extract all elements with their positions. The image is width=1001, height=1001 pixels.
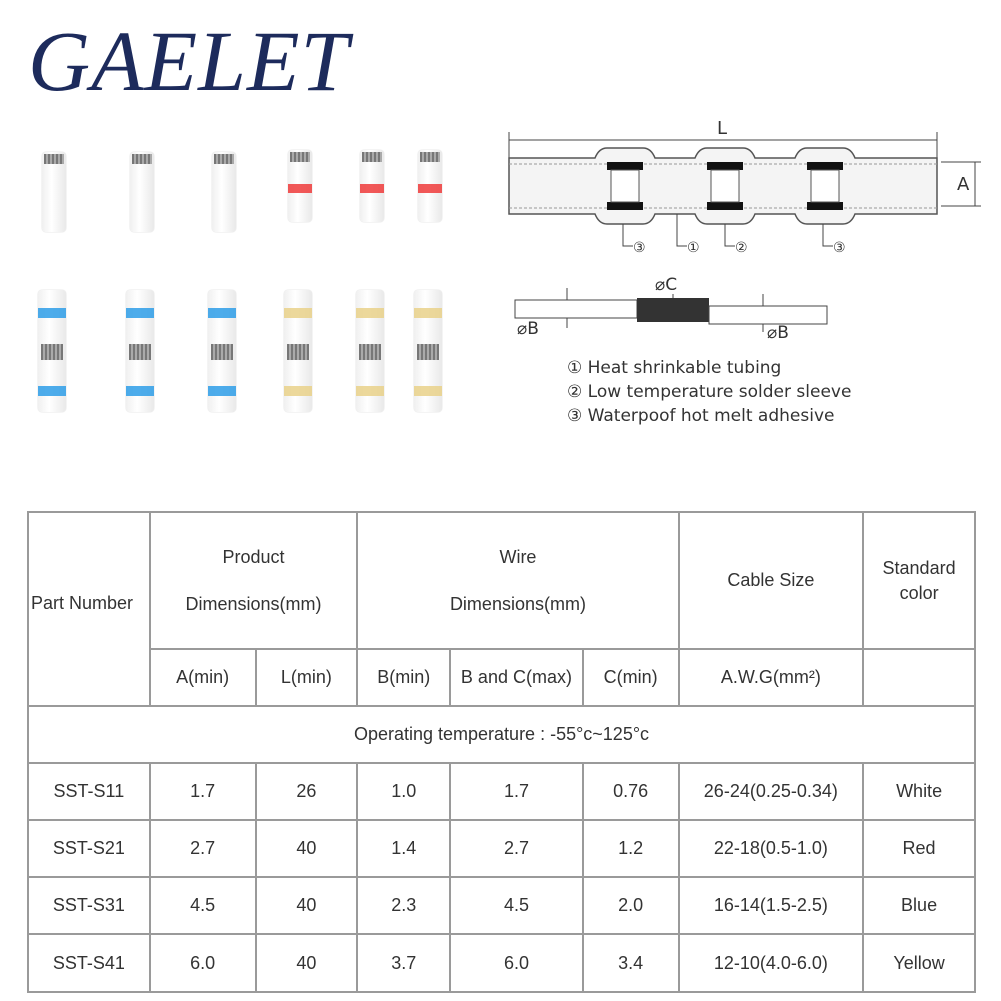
header-part-number-text: Part Number	[31, 592, 134, 613]
legend-item: ③ Waterpoof hot melt adhesive	[567, 406, 835, 426]
label-b-left: ⌀B	[517, 319, 539, 339]
cell-b-min: 3.7	[357, 934, 450, 992]
subheader-a-min: A(min)	[150, 649, 256, 706]
cell-bc-max: 4.5	[450, 877, 583, 934]
solder-sleeve-small	[42, 152, 66, 232]
solder-sleeve-large	[38, 290, 66, 412]
subheader-l-min: L(min)	[256, 649, 358, 706]
cell-awg: 26-24(0.25-0.34)	[679, 763, 864, 820]
cell-l-min: 40	[256, 877, 358, 934]
cell-l-min: 40	[256, 934, 358, 992]
solder-sleeve-small	[130, 152, 154, 232]
table-subheader-row	[28, 649, 975, 706]
subheader-b-min: B(min)	[357, 649, 450, 706]
table-temperature-row	[28, 706, 975, 763]
solder-sleeve-small	[360, 150, 384, 222]
solder-sleeve-large	[126, 290, 154, 412]
cell-awg: 12-10(4.0-6.0)	[679, 934, 864, 992]
cell-part-number: SST-S31	[28, 877, 150, 934]
label-l: L	[717, 118, 728, 139]
subheader-c-min: C(min)	[583, 649, 679, 706]
solder-sleeve-small	[212, 152, 236, 232]
header-cable-size-text: Cable Size	[727, 570, 815, 590]
solder-sleeve-small	[288, 150, 312, 222]
cell-a-min: 2.7	[150, 820, 256, 877]
table-row	[28, 820, 975, 877]
cell-standard-color: White	[863, 763, 975, 820]
cell-bc-max: 1.7	[450, 763, 583, 820]
label-c: ⌀C	[655, 275, 678, 295]
callout-3-right: ③	[833, 240, 846, 256]
adhesive-ring-left	[607, 162, 643, 210]
table-row	[28, 934, 975, 992]
label-b-right: ⌀B	[767, 323, 789, 343]
solder-sleeve-large	[356, 290, 384, 412]
cell-c-min: 0.76	[583, 763, 679, 820]
cell-b-min: 2.3	[357, 877, 450, 934]
cell-standard-color: Red	[863, 820, 975, 877]
table-header-row	[28, 512, 975, 649]
solder-sleeve-large	[208, 290, 236, 412]
callout-3-left: ③	[633, 240, 646, 256]
cell-standard-color: Yellow	[863, 934, 975, 992]
solder-sleeve-small	[418, 150, 442, 222]
legend-item: ① Heat shrinkable tubing	[567, 358, 782, 378]
wire-left	[515, 300, 637, 318]
solder-sleeve-large	[414, 290, 442, 412]
table-row	[28, 877, 975, 934]
header-product-line2: Dimensions(mm)	[185, 593, 322, 614]
cell-b-min: 1.4	[357, 820, 450, 877]
header-standard-color	[863, 512, 975, 649]
solder-sleeve-large	[284, 290, 312, 412]
legend-item: ② Low temperature solder sleeve	[567, 382, 852, 402]
cell-awg: 16-14(1.5-2.5)	[679, 877, 864, 934]
product-photos	[30, 140, 470, 430]
cell-part-number: SST-S11	[28, 763, 150, 820]
table-row	[28, 763, 975, 820]
callout-1: ①	[687, 240, 700, 256]
subheader-empty	[863, 649, 975, 706]
subheader-b-and-c-max: B and C(max)	[450, 649, 583, 706]
cell-bc-max: 6.0	[450, 934, 583, 992]
subheader-awg: A.W.G(mm²)	[679, 649, 864, 706]
callout-2: ②	[735, 240, 748, 256]
wire-right	[709, 306, 827, 324]
header-wire-line1: Wire	[499, 546, 537, 567]
logo-text: GAELET	[28, 13, 350, 109]
cell-part-number: SST-S21	[28, 820, 150, 877]
diagram-legend	[567, 356, 851, 428]
cell-bc-max: 2.7	[450, 820, 583, 877]
header-product-line1: Product	[222, 546, 285, 567]
header-wire-dimensions	[357, 512, 678, 649]
solder-joint	[637, 298, 709, 322]
cell-a-min: 4.5	[150, 877, 256, 934]
solder-ring-center	[707, 162, 743, 210]
header-part-number	[28, 512, 150, 706]
cell-part-number: SST-S41	[28, 934, 150, 992]
cell-a-min: 1.7	[150, 763, 256, 820]
header-product-dimensions	[150, 512, 358, 649]
brand-logo	[28, 13, 350, 109]
cell-standard-color: Blue	[863, 877, 975, 934]
spec-table	[27, 511, 976, 993]
cell-a-min: 6.0	[150, 934, 256, 992]
header-standard-line1: Standard	[882, 557, 956, 578]
cell-l-min: 40	[256, 820, 358, 877]
cell-l-min: 26	[256, 763, 358, 820]
cell-b-min: 1.0	[357, 763, 450, 820]
label-a: A	[957, 174, 970, 195]
header-wire-line2: Dimensions(mm)	[449, 593, 586, 614]
cell-c-min: 1.2	[583, 820, 679, 877]
operating-temperature: Operating temperature : -55°c~125°c	[28, 706, 975, 763]
adhesive-ring-right	[807, 162, 843, 210]
header-standard-line2: color	[899, 582, 939, 603]
cell-c-min: 3.4	[583, 934, 679, 992]
cell-awg: 22-18(0.5-1.0)	[679, 820, 864, 877]
cell-c-min: 2.0	[583, 877, 679, 934]
header-cable-size	[679, 512, 864, 649]
